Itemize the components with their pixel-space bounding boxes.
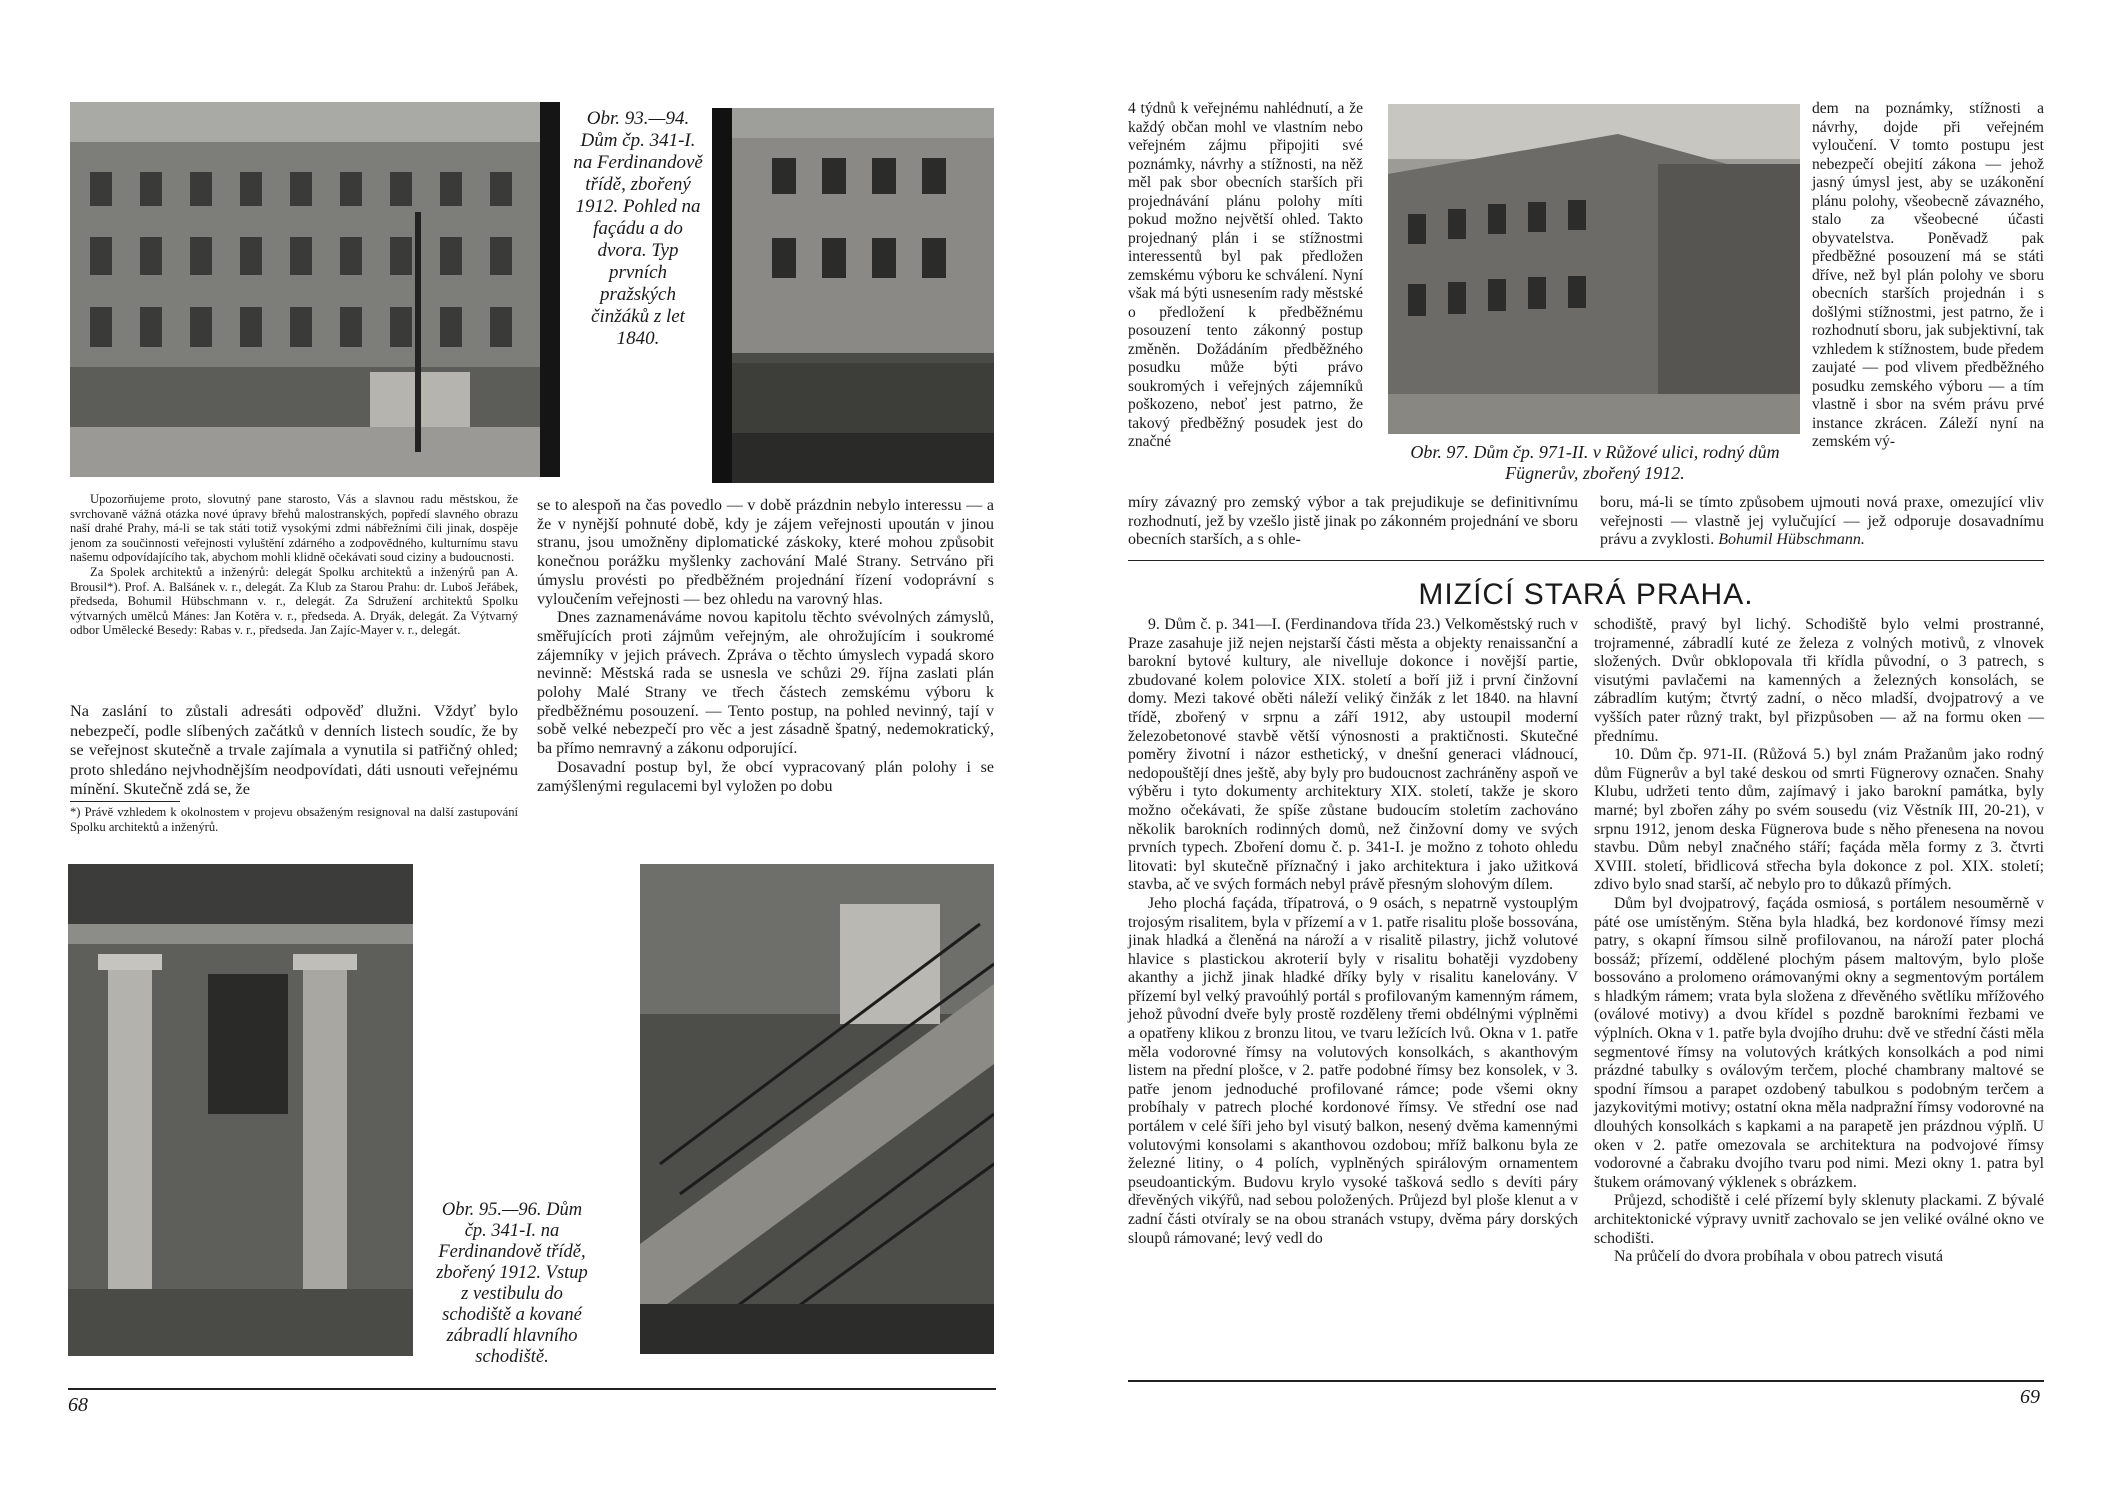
paragraph: 10. Dům čp. 971-II. (Růžová 5.) byl znám Pražanům jako rodný dům Fügnerův a byl také deskou od smrti Fügnerovy označen. Snahy Klubu, udržeti tento dům, zajímavý i jako barokní památka, byly marné; byl zbořen záhy po svém sousedu (viz Věstník III, 20-21), v srpnu 1912, jenom deska Fügnerova bude s něho přenesena na novou stavbu. Dům nebyl značného stáří; façáda měla formy z 3. čtvrti XVIII. století, břidlicová střecha byla dokonce z pol. XIX. století; zdivo bylo snad starší, ač nebylo pro to důkazů přímých.	[1594, 746, 2044, 894]
paragraph: Na průčelí do dvora probíhala v obou patrech visutá	[1614, 1248, 1943, 1266]
body-text-left-col1: Na zaslání to zůstali adresáti odpověď dlužni. Vždyť bylo nebezpečí, podle slíbených začátků v denních listech soudíc, že by se veřejnost skutečně a trvale zajímala a vynutila si patřičný ohled; proto shledáno nejvhodnějším neodpovídati, dáti usnouti veřejnému mínění. Skutečně zdá se, že	[70, 701, 518, 799]
article-col2	[1594, 616, 2044, 1267]
text-right-col1-top: 4 týdnů k veřejnému nahlédnutí, a že každý občan mohl ve vlastním nebo veřejném zájmu připojiti své poznámky, návrhy a stížnosti, na něž měl pak sbor obecních starších při projednávání plánu polohy míti pokud možno největší ohled. Takto projednaný plán i se stížnostmi interessentů byl pak předložen zemskému výboru ke schválení. Nyní však má býti usnesením rady městské o předložení k předběžnému posouzení tento zákonný postup změněn. Dožádáním předběžného posudku může býti právo soukromých i veřejných zájemníků poškozeno, neboť jest patrno, že takový předběžný posudek jest do značné	[1128, 100, 1363, 450]
bottom-rule-right	[1128, 1380, 2044, 1382]
text-right-bridge-right	[1600, 494, 2044, 550]
paragraph: se to alespoň na čas povedlo — v době prázdnin nebylo interessu — a že v nynější pohnuté době, kdy je zájem veřejnosti upoután v jinou stranu, jsou umožněny diplomatické záskoky, které mohou způsobit konečnou porážku myšlenky zachování Malé Strany. Setrváno při úmyslu provésti po předběžném projednání řízení vodoprávní s vyloučením veřejnosti — bez ohledu na varovný hlas.	[537, 497, 994, 608]
paragraph: Průjezd, schodiště i celé přízemí byly sklenuty plackami. Z bývalé architektonické výpravy uvnitř zachovalo se jen veliké oválné okno ve schodišti.	[1594, 1192, 2044, 1247]
paragraph: 9. Dům č. p. 341—I. (Ferdinandova třída 23.) Velkoměstský ruch v Praze zasahuje již nejen nejstarší části města a objekty renaissanční a barokní bytové kultury, ale nivelluje dokonce i novější partie, zbudované kolem polovice XIX. století a boří již i první činžovní domy. Mezi takové oběti náleží veliký činžák z let 1840. na hlavní třídě, zbořený v srpnu a září 1912, aby ustoupil moderní železobetonové stavbě větší výnosnosti a praktičnosti. Skutečné poměry životní i názor esthetický, v dnešní generaci vládnoucí, nedopouštějí dnes ještě, aby byly pro budoucnost zachráněny aspoň ve výběru i tyto dokumenty architektury XIX. století, takže je skoro možno očekávati, že spíše zůstane budoucím stoletím zachováno několik barokních rodinných domů, než činžovní domy ve svých prvních typech. Zboření domu č. p. 341-I. je možno z tohoto ohledu litovati: byl skutečně příznačný i jako architektura i jako užitková stavba, ač ve svých formách nebyl právě přesným slohovým dílem.	[1128, 616, 1578, 894]
article-col1	[1128, 616, 1578, 1248]
proclamation-text	[70, 492, 518, 638]
body-text-left-col2	[537, 497, 994, 796]
caption-fig-97: Obr. 97. Dům čp. 971-II. v Růžové ulici, rodný dům Fügnerův, zbořený 1912.	[1410, 442, 1780, 483]
paragraph: Dosavadní postup byl, že obcí vypracovaný plán polohy i se zamýšlenými regulacemi byl vyložen po dobu	[537, 758, 994, 795]
paragraph: Dnes zaznamenáváme novou kapitolu těchto svévolných zámyslů, směřujících proti zájmům veřejným, ale ohrožujícím i soukromé zájemníky v jejich právech. Zpráva o těchto úmyslech vypadá skoro nevinně: Městská rada se usnesla ve schůzi 29. října zaslati plán polohy Malé Strany ve třech částech zemskému výboru k předběžnému posouzení. — Tento postup, na pohled nevinný, tají v sobě velké nebezpečí pro věc a jest zásadně špatný, nedemokratický, ba přímo nemravný a zákonu odporující.	[537, 609, 994, 758]
bridge-text: boru, má-li se tímto způsobem ujmouti nová praxe, omezující vliv veřejnosti — vlastně jej vylučující — jež odporuje dosavadnímu právu a zvyklosti.	[1600, 494, 2044, 549]
proclamation-paragraph: Upozorňujeme proto, slovutný pane starosto, Vás a slavnou radu městskou, že svrchovaně vážná otázka nové úpravy břehů malostranských, popředí slavného obrazu naší drahé Prahy, má-li se tak státi totiž vysokými zdmi nábřežními čili jinak, dospěje jenom za součinnosti veřejnosti vyluštění zdárného a zodpovědného, kulturnímu stavu našemu odpovídajícího tak, abychom mohli klidně očekávati soud ciziny a budoucnosti.	[70, 492, 518, 565]
signature: Bohumil Hübschmann.	[1718, 531, 1865, 549]
text-right-col3-top: dem na poznámky, stížnosti a návrhy, dojde při veřejném vyloučení. V tomto postupu jest nebezpečí obejití zákona — jehož jasný úmysl jest, aby se uzákonění plánu polohy, všeobecně závazného, stalo za všeobecné účasti obyvatelstva. Poněvadž pak předběžné posouzení má se státi dříve, než byl plán polohy ve sboru obecních starších projednán i s došlými stížnostmi, jest patrno, že i rozhodnutí sboru, jak subjektivní, tak vzhledem k stížnostem, bude předem zaujaté — pod vlivem předběžného posudku zemského výboru — a tím vlastně i sbor na svém právu prvé instance zkrácen. Záleží nyní na zemském vý-	[1812, 100, 2044, 450]
page-number-left: 68	[68, 1394, 88, 1416]
article-separator-rule	[1128, 560, 2044, 561]
article-heading: MIZÍCÍ STARÁ PRAHA.	[1418, 578, 1754, 611]
signatories-paragraph: Za Spolek architektů a inženýrů: delegát Spolku architektů a inženýrů pan A. Brousil*). Prof. A. Balšánek v. r., delegát. Za Klub za Starou Prahu: dr. Luboš Jeřábek, předseda, Bohumil Hübschmann v. r., delegát. Za Sdružení architektů Spolku výtvarných umělců Mánes: Jan Kotěra v. r., předseda. A. Dryák, delegát. Za Výtvarný odbor Umělecké Besedy: Rabas v. r., předseda. Jan Zajíc-Mayer v. r., delegát.	[70, 564, 518, 638]
photo-facade-341	[70, 102, 560, 477]
paragraph: Dům byl dvojpatrový, façáda osmiosá, s portálem nesouměrně v páté ose umístěným. Stěna byla hladká, bez kordonové římsy mezi patry, s okapní římsou silně profilovanou, na nároží pater plochá bossáž; přízemí, oddělené plochým pásem maltovým, bylo ploše bossováno a prolomeno orámovanými okny a segmentovým portálem s hladkým rámem; vrata byla složena z dřevěného světlíku mřížového (oválové motivy) a dvou křídel s pozdně barokními řezbami ve výplních. Okna v 1. patře byla dvojího druhu: dvě ve střední části měla segmentové římsy na volutových krátkých konsolkách a pod nimi prázdné tabulky s oválovým terčem, ploché chambrany maltové se spodní římsou a parapet ozdobený tabulkou s podobným terčem a jazykovitými motivy; ostatní okna měla nadpražní římsy vodorovné na dlouhých konsolkách s kapkami a na parapetě jen prázdnou výplň. U oken v 2. patře omezovala se architektura na podvojové římsy vodorovné a čabraku dvojího tvaru pod nimi. Mezi okny 1. patra byl štukem orámovaný výklenek s obrázkem.	[1594, 894, 2044, 1191]
text-right-bridge-left: míry závazný pro zemský výbor a tak prejudikuje se definitivnímu rozhodnutí, jež by vzešlo jistě jinak po zákonném projednání ve sboru obecních starších, a s ohle-	[1128, 494, 1578, 549]
photo-courtyard-341	[712, 108, 994, 483]
footnote-rule	[70, 801, 180, 802]
bottom-rule-left	[68, 1388, 996, 1390]
caption-fig-93-94: Obr. 93.—94. Dům čp. 341-I. na Ferdinandově třídě, zbořený 1912. Pohled na façádu a do dvora. Typ prvních pražských činžáků z let 1840.	[573, 108, 703, 349]
page-number-right: 69	[2020, 1386, 2040, 1408]
caption-fig-95-96: Obr. 95.—96. Dům čp. 341-I. na Ferdinandově třídě, zbořený 1912. Vstup z vestibulu do schodiště a kované zábradlí hlavního schodiště.	[436, 1200, 588, 1367]
paragraph: Jeho plochá façáda, třípatrová, o 9 osách, s nepatrně vystouplým trojosým risalitem, byla v přízemí a v 1. patře risalitu ploše bossována, jinak hladká a členěná na nároží a v risalitě pilastry, jichž volutové hlavice s plastickou akroterií byly v risalitu bohatěji vyzdobeny akanthy a jichž jinak hladké dříky byly v risalitu kanelovány. V přízemí byl velký pravoúhlý portál s profilovaným kamenným rámem, jehož původní dveře byly prostě rozděleny třemi obdélnými výplněmi a opatřeny klikou z bronzu litou, ve tvaru ležících lvů. Okna v 1. patře měla vodorovné římsy na volutových konsolkách, s akanthovým listem na přední plošce, v 2. patře podobné římsy bez konsolek, v 3. patře jenom jednoduché profilované rámce; pode všemi okny probíhaly v patrech ploché kordonové římsy. Ve střední ose nad portálem v celé šíři jeho byl visutý balkon, nesený dvěma kamennými volutovými konsolami s akanthovou ozdobou; mříž balkonu byla ze železné litiny, o 4 polích, vyplněných spirálovým ornamentem pseudoantickým. Budovu krylo vysoké tašková sedlo s devíti páry dřevěných vikýřů, nad sebou položených. Průjezd byl ploše klenut a v zadní části otvíraly se na obou stranách vstupy, dvěma páry dorských sloupů rámované; levý vedl do	[1128, 894, 1578, 1247]
photo-fugner-house	[1388, 104, 1800, 434]
paragraph: schodiště, pravý byl lichý. Schodiště bylo velmi prostranné, trojramenné, zábradlí kuté ze železa z volných motivů, z vlnovek složených. Dvůr obklopovala tři křídla původní, o 3 patrech, s visutými pavlačemi na kamenných a železných konsolách, se zábradlím kutým; čtvrtý zadní, o něco mladší, dvojpatrový a ve vyšších pater různý trakt, byl přizpůsoben — až na formu oken — přednímu.	[1594, 616, 2044, 745]
footnote: *) Právě vzhledem k okolnostem v projevu obsaženým resignoval na další zastupování Spolku architektů a inženýrů.	[70, 805, 518, 834]
photo-staircase-railing	[640, 864, 994, 1354]
photo-vestibule-columns	[68, 864, 413, 1356]
